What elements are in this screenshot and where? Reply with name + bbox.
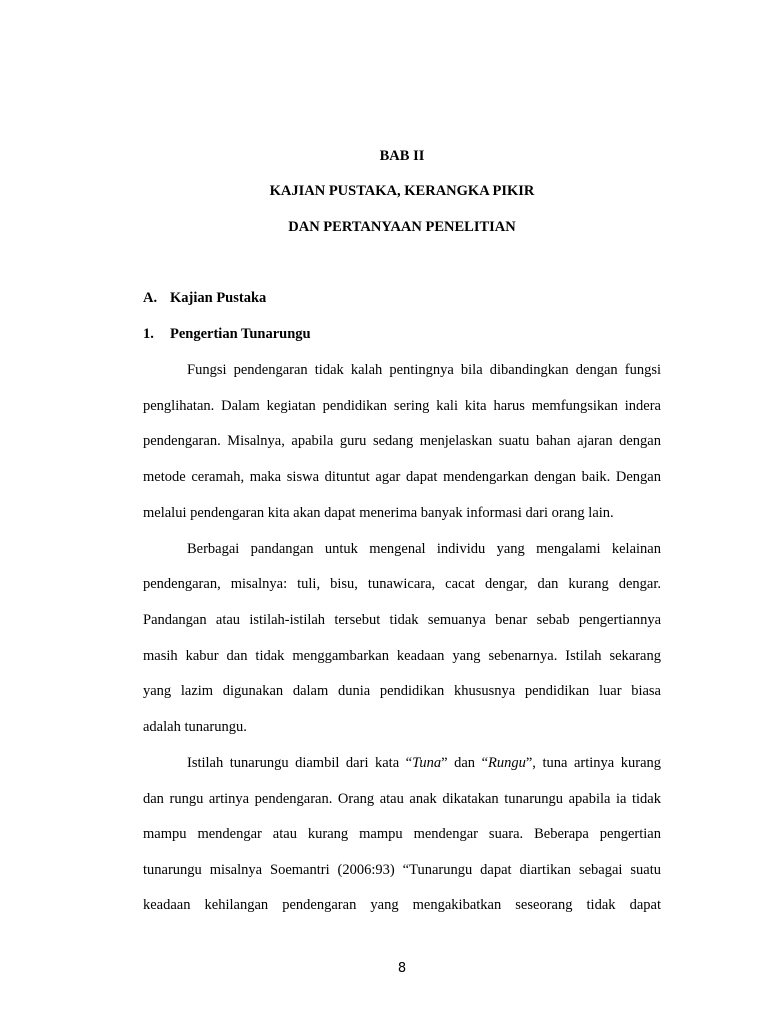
paragraph-2-line: masih kabur dan tidak menggambarkan keadaan yang sebenarnya. Istilah sekarang (143, 648, 661, 664)
subsection-1-marker: 1. (143, 326, 154, 342)
subsection-1-heading (143, 325, 311, 343)
paragraph-2-line: Pandangan atau istilah-istilah tersebut tidak semuanya benar sebab pengertiannya (143, 612, 661, 628)
paragraph-1-line: metode ceramah, maka siswa dituntut agar dapat mendengarkan dengan baik. Dengan (143, 469, 661, 485)
paragraph-1-line: Fungsi pendengaran tidak kalah pentingnya bila dibandingkan dengan fungsi (187, 362, 661, 378)
paragraph-2-line: Berbagai pandangan untuk mengenal individu yang mengalami kelainan (187, 541, 661, 557)
section-a-heading (143, 289, 266, 307)
paragraph-2-line: yang lazim digunakan dalam dunia pendidikan khususnya pendidikan luar biasa (143, 683, 661, 699)
term-tuna: Tuna (412, 755, 442, 771)
paragraph-2-line: pendengaran, misalnya: tuli, bisu, tunawicara, cacat dengar, dan kurang dengar. (143, 576, 661, 592)
paragraph-1-line: pendengaran. Misalnya, apabila guru sedang menjelaskan suatu bahan ajaran dengan (143, 433, 661, 449)
paragraph-3-line: tunarungu misalnya Soemantri (2006:93) “Tunarungu dapat diartikan sebagai suatu (143, 862, 661, 878)
paragraph-1-line: penglihatan. Dalam kegiatan pendidikan sering kali kita harus memfungsikan indera (143, 398, 661, 414)
chapter-heading: BAB II (379, 148, 425, 164)
paragraph-1-line: melalui pendengaran kita akan dapat menerima banyak informasi dari orang lain. (143, 505, 614, 521)
page-number: 8 (397, 961, 407, 976)
section-a-label: Kajian Pustaka (170, 290, 267, 306)
paragraph-3-line: dan rungu artinya pendengaran. Orang atau anak dikatakan tunarungu apabila ia tidak (143, 791, 661, 807)
paragraph-3-line: mampu mendengar atau kurang mampu mendengar suara. Beberapa pengertian (143, 826, 661, 842)
text-run: Istilah tunarungu diambil dari kata “ (187, 755, 413, 771)
section-a-marker: A. (143, 290, 158, 306)
text-run: ”, tuna artinya kurang (525, 755, 662, 771)
paragraph-3-line: keadaan kehilangan pendengaran yang mengakibatkan seseorang tidak dapat (143, 897, 661, 913)
term-rungu: Rungu (488, 755, 526, 771)
subsection-1-label: Pengertian Tunarungu (170, 326, 311, 342)
chapter-title-line-2: DAN PERTANYAAN PENELITIAN (288, 219, 516, 235)
text-run: ” dan “ (441, 755, 489, 771)
paragraph-2-line: adalah tunarungu. (143, 719, 247, 735)
paragraph-3-line (187, 754, 661, 772)
chapter-title-line-1: KAJIAN PUSTAKA, KERANGKA PIKIR (269, 183, 535, 199)
